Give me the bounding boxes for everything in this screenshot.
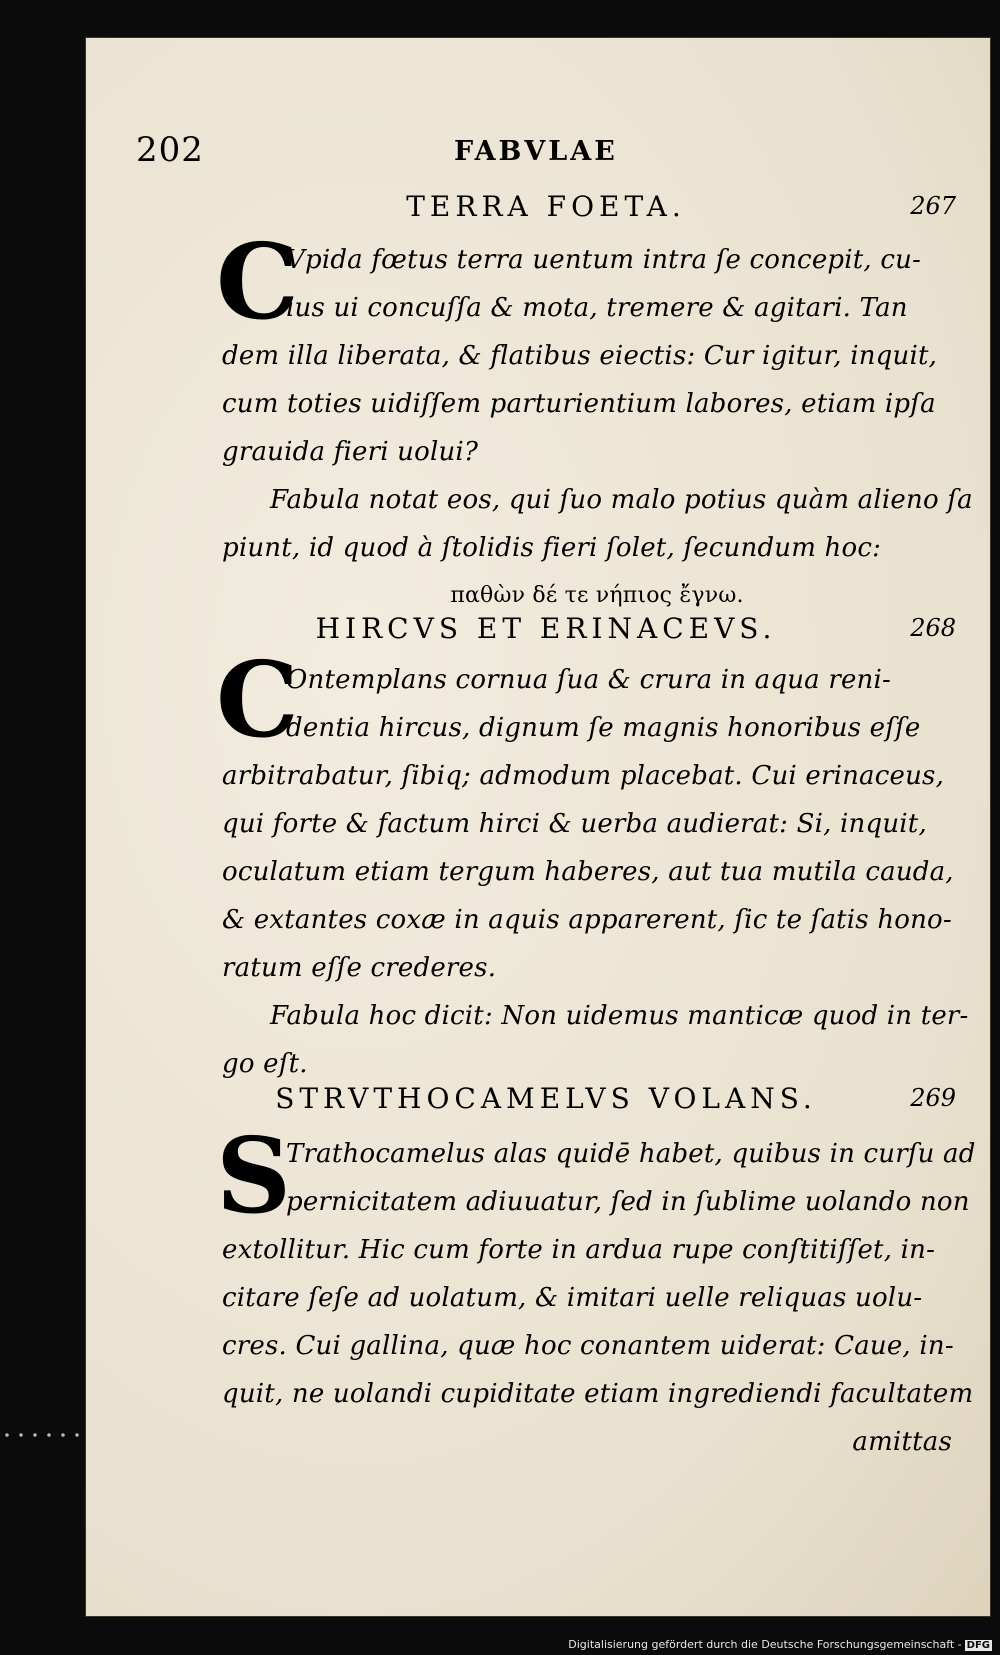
moral-line: go eſt. xyxy=(222,1049,308,1079)
fable-number: 268 xyxy=(910,614,956,642)
text-line: quit, ne uolandi cupiditate etiam ingrediendi facultatem xyxy=(222,1379,974,1409)
fable-text-terra-foeta xyxy=(222,236,973,620)
drop-capital: C xyxy=(216,220,299,343)
text-line: Ontemplans cornua ſua & crura in aqua reni- xyxy=(286,665,891,695)
text-line: ratum eſſe crederes. xyxy=(222,953,497,983)
text-line: qui forte & factum hirci & uerba audierat: Si, inquit, xyxy=(222,809,927,839)
text-line: extollitur. Hic cum forte in ardua rupe conſtitiſſet, in- xyxy=(222,1235,936,1265)
text-line: citare ſeſe ad uolatum, & imitari uelle reliquas uolu- xyxy=(222,1283,923,1313)
text-line: pernicitatem adiuuatur, ſed in ſublime uolando non xyxy=(286,1187,970,1217)
fable-text-struthocamelus-volans xyxy=(222,1130,976,1466)
dfg-logo-icon: DFG xyxy=(966,1640,990,1651)
page-header xyxy=(136,130,956,180)
text-line: dentia hircus, dignum ſe magnis honoribus eſſe xyxy=(286,713,921,743)
moral-line: piunt, id quod à ſtolidis fieri ſolet, ſecundum hoc: xyxy=(222,533,882,563)
text-line: cum toties uidiſſem parturientium labores, etiam ipſa xyxy=(222,389,936,419)
text-line: arbitrabatur, ſibiq; admodum placebat. Cui erinaceus, xyxy=(222,761,945,791)
text-line: cres. Cui gallina, quæ hoc conantem uiderat: Caue, in- xyxy=(222,1331,954,1361)
text-line: dem illa liberata, & flatibus eiectis: Cur igitur, inquit, xyxy=(222,341,938,371)
running-title: FABVLAE xyxy=(454,136,618,167)
digitization-credit xyxy=(0,1638,992,1651)
text-line: Vpida fœtus terra uentum intra ſe concepit, cu- xyxy=(286,245,922,275)
fable-text-hircus-et-erinaceus xyxy=(222,656,969,1088)
moral-line: Fabula notat eos, qui ſuo malo potius quàm alieno ſa xyxy=(270,485,973,515)
text-line: & extantes coxæ in aquis apparerent, ſic te ſatis hono- xyxy=(222,905,952,935)
text-line: ius ui concuſſa & mota, tremere & agitari. Tan xyxy=(286,293,908,323)
moral-line: Fabula hoc dicit: Non uidemus manticæ quod in ter- xyxy=(270,1001,969,1031)
text-line: oculatum etiam tergum haberes, aut tua mutila cauda, xyxy=(222,857,954,887)
credit-text: Digitalisierung gefördert durch die Deutsche Forschungsgemeinschaft - xyxy=(568,1638,962,1651)
drop-capital: S xyxy=(216,1114,292,1237)
page-edge-marks xyxy=(0,1432,86,1438)
greek-quotation: παθὼν δέ τε νήπιος ἔγνω. xyxy=(450,583,744,608)
page-number: 202 xyxy=(136,130,204,170)
catchword: amittas xyxy=(852,1427,952,1457)
fable-title-terra-foeta: TERRA FOETA. 267 xyxy=(406,190,956,223)
fable-title-hircus-et-erinaceus: HIRCVS ET ERINACEVS. 268 xyxy=(315,612,956,645)
fable-title-struthocamelus-volans: STRVTHOCAMELVS VOLANS. 269 xyxy=(275,1082,956,1115)
drop-capital: C xyxy=(216,638,299,761)
text-line: grauida fieri uolui? xyxy=(222,437,479,467)
fable-number: 267 xyxy=(910,192,956,220)
fable-number: 269 xyxy=(910,1084,956,1112)
text-line: Trathocamelus alas quidē habet, quibus in curſu ad xyxy=(286,1139,976,1169)
